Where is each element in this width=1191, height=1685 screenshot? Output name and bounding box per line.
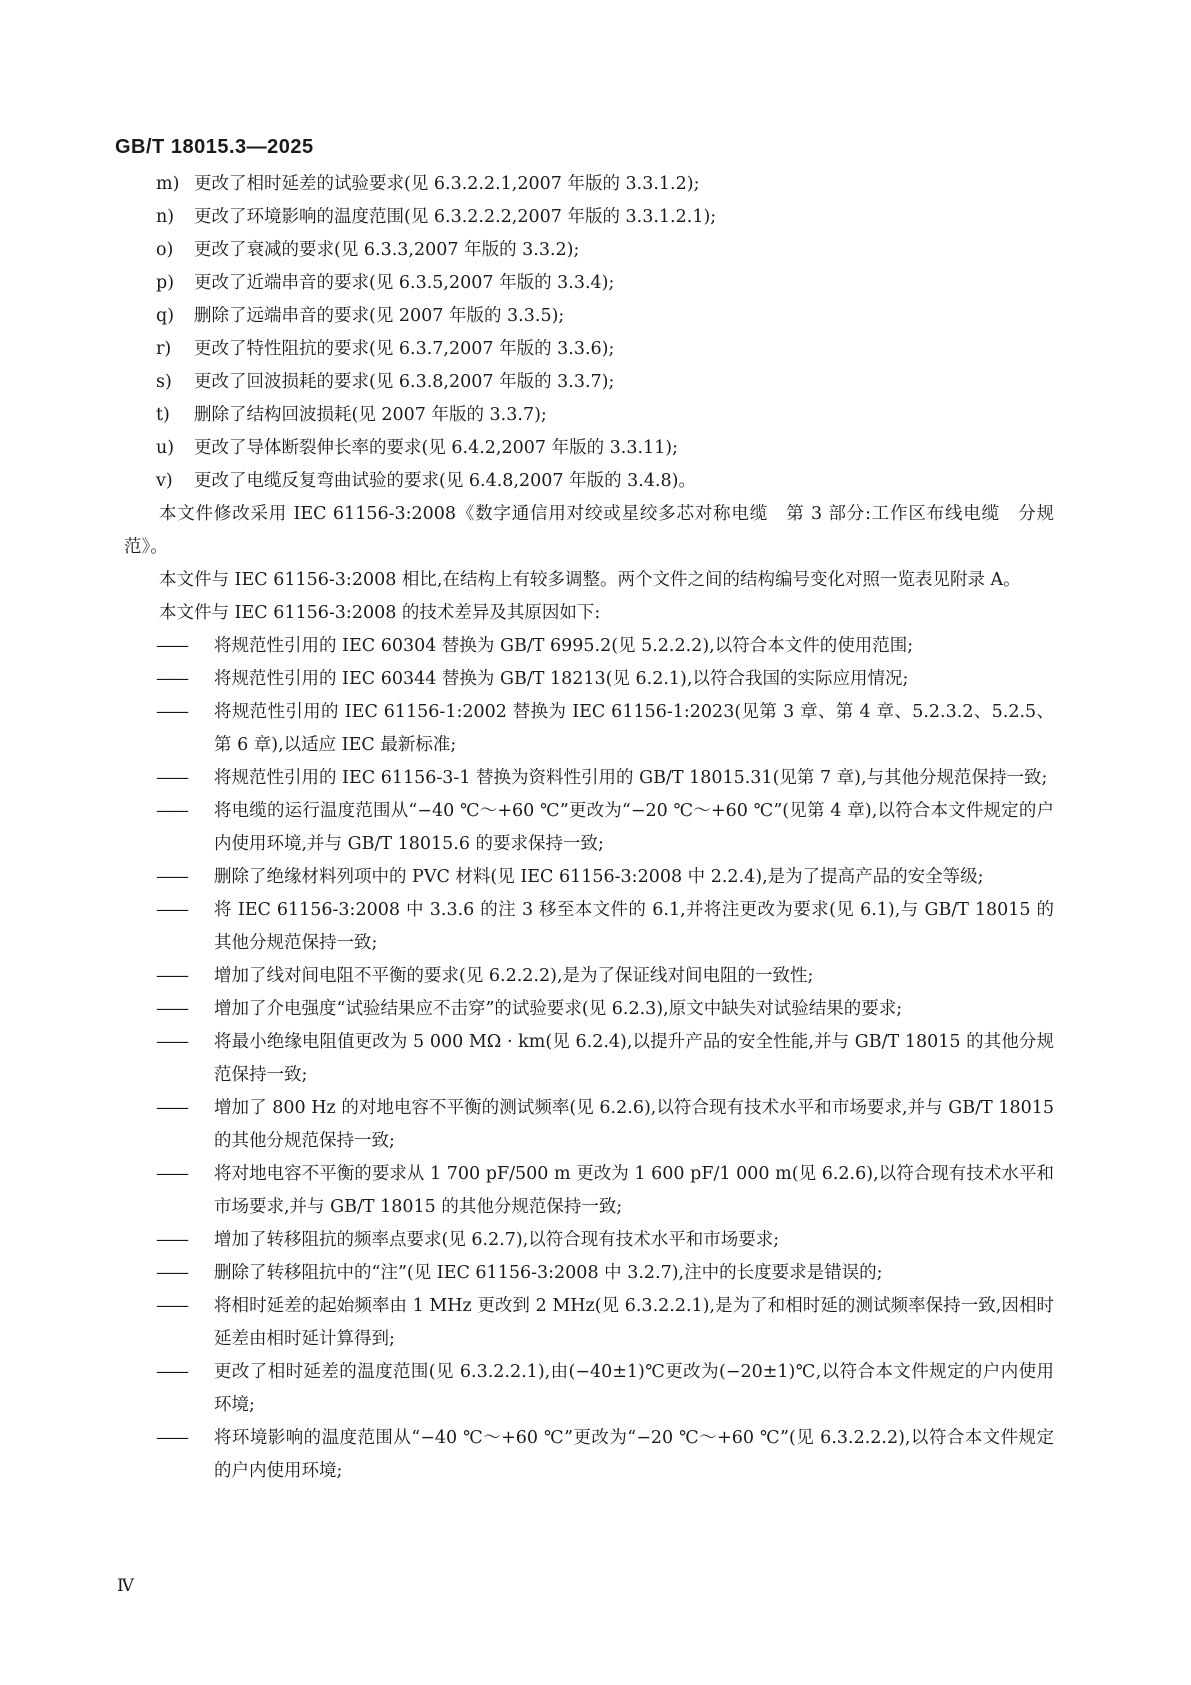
item-text: 更改了衰减的要求(见 6.3.3,2007 年版的 3.3.2); xyxy=(194,240,580,260)
change-item xyxy=(156,234,1054,267)
foreword-content xyxy=(124,168,1054,1488)
structure-paragraph: 本文件与 IEC 61156-3:2008 相比,在结构上有较多调整。两个文件之间的结构编号变化对照一览表见附录 A。 xyxy=(159,570,1021,590)
item-text: 更改了相时延差的温度范围(见 6.3.2.2.1),由(−40±1)℃更改为(−20±1)℃,以符合本文件规定的户内使用环境; xyxy=(214,1362,1054,1415)
dash-mark: —— xyxy=(156,1263,187,1283)
difference-item xyxy=(156,861,1054,894)
dash-mark: —— xyxy=(156,669,187,689)
item-label: t) xyxy=(156,405,170,425)
item-text: 删除了结构回波损耗(见 2007 年版的 3.3.7); xyxy=(194,405,547,425)
item-text: 删除了绝缘材料列项中的 PVC 材料(见 IEC 61156-3:2008 中 2.2.4),是为了提高产品的安全等级; xyxy=(214,867,984,887)
item-text: 更改了回波损耗的要求(见 6.3.8,2007 年版的 3.3.7); xyxy=(194,372,615,392)
change-item xyxy=(156,267,1054,300)
item-text: 更改了环境影响的温度范围(见 6.3.2.2.2,2007 年版的 3.3.1.2.1); xyxy=(194,207,717,227)
difference-item xyxy=(156,762,1054,795)
difference-item xyxy=(156,696,1054,762)
change-item xyxy=(156,432,1054,465)
dash-mark: —— xyxy=(156,999,187,1019)
item-text: 将相时延差的起始频率由 1 MHz 更改到 2 MHz(见 6.3.2.2.1),是为了和相时延的测试频率保持一致,因相时延差由相时延计算得到; xyxy=(214,1296,1054,1349)
difference-item xyxy=(156,663,1054,696)
difference-item xyxy=(156,795,1054,861)
item-label: u) xyxy=(156,438,175,458)
item-text: 更改了近端串音的要求(见 6.3.5,2007 年版的 3.3.4); xyxy=(194,273,615,293)
item-text: 更改了相时延差的试验要求(见 6.3.2.2.1,2007 年版的 3.3.1.2); xyxy=(194,174,700,194)
item-text: 将规范性引用的 IEC 61156-1:2002 替换为 IEC 61156-1:2023(见第 3 章、第 4 章、5.2.3.2、5.2.5、第 6 章),以适应 IEC 最新标准; xyxy=(214,702,1054,755)
change-item xyxy=(156,201,1054,234)
item-label: s) xyxy=(156,372,172,392)
dash-mark: —— xyxy=(156,1362,187,1382)
difference-item xyxy=(156,960,1054,993)
dash-mark: —— xyxy=(156,1230,187,1250)
difference-item xyxy=(156,894,1054,960)
item-text: 将环境影响的温度范围从“−40 ℃～+60 ℃”更改为“−20 ℃～+60 ℃”(见 6.3.2.2.2),以符合本文件规定的户内使用环境; xyxy=(214,1428,1054,1481)
dash-mark: —— xyxy=(156,900,187,920)
change-item xyxy=(156,366,1054,399)
item-text: 更改了特性阻抗的要求(见 6.3.7,2007 年版的 3.3.6); xyxy=(194,339,615,359)
dash-mark: —— xyxy=(156,801,187,821)
item-label: q) xyxy=(156,306,175,326)
difference-item xyxy=(156,1092,1054,1158)
item-text: 更改了电缆反复弯曲试验的要求(见 6.4.8,2007 年版的 3.4.8)。 xyxy=(194,471,696,491)
dash-mark: —— xyxy=(156,1164,187,1184)
item-text: 将最小绝缘电阻值更改为 5 000 MΩ · km(见 6.2.4),以提升产品的安全性能,并与 GB/T 18015 的其他分规范保持一致; xyxy=(214,1032,1054,1085)
differences-intro: 本文件与 IEC 61156-3:2008 的技术差异及其原因如下: xyxy=(159,603,601,623)
item-text: 将规范性引用的 IEC 60304 替换为 GB/T 6995.2(见 5.2.2.2),以符合本文件的使用范围; xyxy=(214,636,914,656)
item-label: o) xyxy=(156,240,174,260)
item-text: 删除了远端串音的要求(见 2007 年版的 3.3.5); xyxy=(194,306,565,326)
dash-mark: —— xyxy=(156,768,187,788)
dash-mark: —— xyxy=(156,966,187,986)
difference-item xyxy=(156,1026,1054,1092)
difference-item xyxy=(156,1290,1054,1356)
dash-mark: —— xyxy=(156,1296,187,1316)
item-text: 删除了转移阻抗中的“注”(见 IEC 61156-3:2008 中 3.2.7),注中的长度要求是错误的; xyxy=(214,1263,883,1283)
standard-number-header: GB/T 18015.3—2025 xyxy=(115,136,314,158)
change-item xyxy=(156,300,1054,333)
change-item xyxy=(156,399,1054,432)
dash-mark: —— xyxy=(156,702,187,722)
item-text: 将 IEC 61156-3:2008 中 3.3.6 的注 3 移至本文件的 6.1,并将注更改为要求(见 6.1),与 GB/T 18015 的其他分规范保持一致; xyxy=(214,900,1054,953)
dash-mark: —— xyxy=(156,1098,187,1118)
item-label: r) xyxy=(156,339,172,359)
item-text: 增加了 800 Hz 的对地电容不平衡的测试频率(见 6.2.6),以符合现有技术水平和市场要求,并与 GB/T 18015 的其他分规范保持一致; xyxy=(214,1098,1054,1151)
item-text: 将规范性引用的 IEC 61156-3-1 替换为资料性引用的 GB/T 18015.31(见第 7 章),与其他分规范保持一致; xyxy=(214,768,1048,788)
item-label: n) xyxy=(156,207,175,227)
dash-mark: —— xyxy=(156,867,187,887)
item-text: 增加了线对间电阻不平衡的要求(见 6.2.2.2),是为了保证线对间电阻的一致性; xyxy=(214,966,814,986)
difference-item xyxy=(156,993,1054,1026)
difference-item xyxy=(156,1422,1054,1488)
difference-item xyxy=(156,1356,1054,1422)
item-text: 将规范性引用的 IEC 60344 替换为 GB/T 18213(见 6.2.1),以符合我国的实际应用情况; xyxy=(214,669,909,689)
difference-item xyxy=(156,1158,1054,1224)
change-item xyxy=(156,465,1054,498)
item-text: 更改了导体断裂伸长率的要求(见 6.4.2,2007 年版的 3.3.11); xyxy=(194,438,679,458)
item-text: 将电缆的运行温度范围从“−40 ℃～+60 ℃”更改为“−20 ℃～+60 ℃”(见第 4 章),以符合本文件规定的户内使用环境,并与 GB/T 18015.6 的要求保持一致; xyxy=(214,801,1054,854)
dash-mark: —— xyxy=(156,636,187,656)
item-text: 增加了转移阻抗的频率点要求(见 6.2.7),以符合现有技术水平和市场要求; xyxy=(214,1230,780,1250)
item-label: m) xyxy=(156,174,180,194)
item-label: v) xyxy=(156,471,173,491)
adoption-paragraph: 本文件修改采用 IEC 61156-3:2008《数字通信用对绞或星绞多芯对称电缆 第 3 部分:工作区布线电缆 分规范》。 xyxy=(124,504,1054,557)
dash-mark: —— xyxy=(156,1428,187,1448)
item-text: 增加了介电强度“试验结果应不击穿”的试验要求(见 6.2.3),原文中缺失对试验结果的要求; xyxy=(214,999,903,1019)
difference-item xyxy=(156,1257,1054,1290)
change-item xyxy=(156,168,1054,201)
difference-item xyxy=(156,630,1054,663)
page-number: Ⅳ xyxy=(117,1576,134,1596)
difference-item xyxy=(156,1224,1054,1257)
dash-mark: —— xyxy=(156,1032,187,1052)
item-text: 将对地电容不平衡的要求从 1 700 pF/500 m 更改为 1 600 pF/1 000 m(见 6.2.6),以符合现有技术水平和市场要求,并与 GB/T 18015 的其他分规范保持一致; xyxy=(214,1164,1054,1217)
item-label: p) xyxy=(156,273,175,293)
change-item xyxy=(156,333,1054,366)
